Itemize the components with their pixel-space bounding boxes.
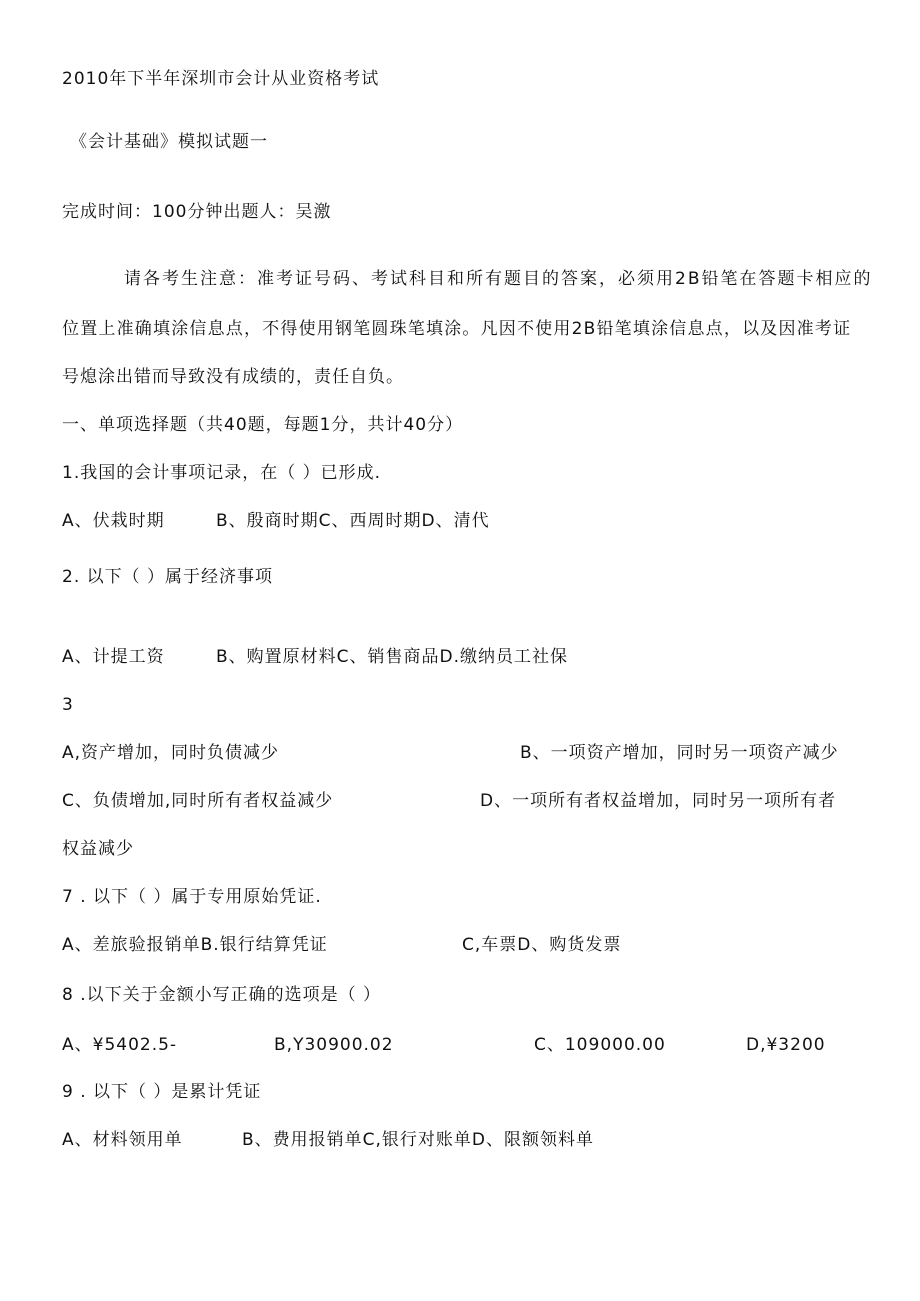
option: B、购置原材料C、销售商品D.缴纳员工社保 [216,647,569,667]
option: A、计提工资 [62,647,165,667]
notice-line-2: 位置上准确填涂信息点，不得使用钢笔圆珠笔填涂。凡因不使用2B铅笔填涂信息点，以及因准考证 [62,319,852,339]
question-stem: 1.我国的会计事项记录，在（ ）已形成. [62,463,382,483]
option: C,车票D、购货发票 [462,935,622,955]
notice-line-3: 号熄涂出错而导致没有成绩的，责任自负。 [62,367,404,387]
option: B、一项资产增加，同时另一项资产减少 [520,743,839,763]
option: B、殷商时期C、西周时期D、清代 [216,511,490,531]
option: A、差旅验报销单B.银行结算凭证 [62,935,328,955]
option: B、费用报销单C,银行对账单D、限额领料单 [242,1130,595,1150]
question-stem: 7 . 以下（ ）属于专用原始凭证. [62,887,322,907]
option: B,Y30900.02 [274,1035,394,1055]
option: D、一项所有者权益增加，同时另一项所有者 [480,791,837,811]
option: C、109000.00 [534,1035,666,1055]
option: D,¥3200 [746,1035,826,1055]
option: C、负债增加,同时所有者权益减少 [62,791,334,811]
paper-title: 《会计基础》模拟试题一 [70,132,268,152]
option: A、¥5402.5- [62,1035,178,1055]
question-stem: 3 [62,695,74,715]
section-title: 一、单项选择题（共40题，每题1分，共计40分） [62,415,464,435]
notice-line-1: 请各考生注意：准考证号码、考试科目和所有题目的答案，必须用2B铅笔在答题卡相应的 [124,269,873,289]
exam-meta: 完成时间：100分钟出题人：吴激 [62,202,332,222]
option: A,资产增加，同时负债减少 [62,743,280,763]
option: A、伏栽时期 [62,511,165,531]
question-stem: 9 . 以下（ ）是累计凭证 [62,1082,262,1102]
option-continuation: 权益减少 [62,839,134,859]
option: A、材料领用单 [62,1130,183,1150]
question-stem: 8 .以下关于金额小写正确的选项是（ ） [62,985,382,1005]
question-stem: 2. 以下（ ）属于经济事项 [62,567,274,587]
exam-title: 2010年下半年深圳市会计从业资格考试 [62,69,380,89]
